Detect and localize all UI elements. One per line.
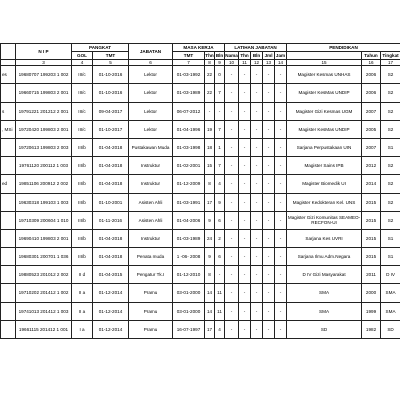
jml-cell: - (263, 320, 275, 338)
lat-bln-cell: - (251, 266, 263, 284)
pendidikan-cell: Sarjana Kes UVRI (287, 229, 362, 247)
tingkat-cell: S1 (381, 138, 400, 156)
gol-cell: III/b (72, 157, 93, 175)
jabatan-header: JABATAN (129, 44, 173, 60)
pendidikan-cell: Magister KesMas UNDIP (287, 120, 362, 138)
nip-header: N I P (16, 44, 72, 60)
tingkat-cell: SD (381, 320, 400, 338)
nama-header: Nama (225, 52, 238, 58)
pendidikan-cell: Sarjana Perpustakaan UIN (287, 138, 362, 156)
table-row (1, 102, 400, 120)
lat-thn-cell: - (239, 66, 251, 84)
nip-cell: 19741013 201412 1 003 (16, 302, 72, 320)
table-row (1, 157, 400, 175)
name-cell (1, 320, 16, 338)
jml-header: Jml (263, 52, 275, 60)
tmt-cell: 01-12-2014 (93, 302, 129, 320)
bln-cell: 7 (215, 84, 225, 102)
name-cell: ed (1, 175, 16, 193)
tmt-cell: 01-12-2014 (93, 320, 129, 338)
jml-cell: - (263, 66, 275, 84)
col-number: 9 (215, 60, 225, 66)
lat-thn-cell: - (239, 120, 251, 138)
tingkat-cell: S2 (381, 102, 400, 120)
jml-cell: - (263, 266, 275, 284)
bln-cell: - (215, 102, 225, 120)
nip-cell: 19630318 199103 1 003 (16, 193, 72, 211)
name-column-header (1, 44, 16, 60)
lat-thn-header: Thn (240, 52, 249, 58)
jabatan-cell: Pramu (129, 302, 173, 320)
tahun-cell: 2015 (362, 248, 381, 266)
table-body (1, 66, 400, 339)
bln-header: Bln (215, 52, 224, 58)
col-number: 14 (275, 60, 287, 66)
jam-cell: - (275, 120, 287, 138)
pendidikan-cell: Magister KesMas UNDIP (287, 84, 362, 102)
thn-header: Thn (205, 52, 214, 58)
mk-tmt-cell: 01-12-2010 (173, 266, 205, 284)
jml-cell: - (263, 120, 275, 138)
tmt-cell: 01-04-2018 (93, 175, 129, 193)
table-row (1, 302, 400, 320)
pendidikan-cell: Magister Kedokteran Kel. UNS (287, 193, 362, 211)
pendidikan-cell: Magister Gizi Kesmas UGM (287, 102, 362, 120)
nip-cell: 19720420 199803 2 001 (16, 120, 72, 138)
name-cell (1, 302, 16, 320)
thn-cell: 14 (205, 284, 215, 302)
lat-thn-cell: - (239, 248, 251, 266)
lat-bln-cell: - (251, 320, 263, 338)
pendidikan-cell: Magister Kesmas UNHAS (287, 66, 362, 84)
nama-cell: - (225, 138, 239, 156)
jam-cell: - (275, 102, 287, 120)
tmt-cell: 01-04-2018 (93, 229, 129, 247)
col-number: 17 (381, 60, 400, 66)
nama-cell: - (225, 84, 239, 102)
lat-bln-cell: - (251, 284, 263, 302)
lat-bln-cell: - (251, 302, 263, 320)
tingkat-cell: S2 (381, 157, 400, 175)
table-row (1, 248, 400, 266)
pendidikan-cell: SMA (287, 302, 362, 320)
table-row (1, 229, 400, 247)
nama-cell: - (225, 229, 239, 247)
tingkat-cell: D IV (381, 266, 400, 284)
lat-bln-cell: - (251, 193, 263, 211)
gol-cell: I a (72, 320, 93, 338)
latihan-jabatan-header: LATIHAN JABATAN (225, 44, 287, 52)
thn-cell: 14 (205, 302, 215, 320)
bln-cell: 9 (215, 193, 225, 211)
jam-cell: - (275, 157, 287, 175)
lat-bln-cell: - (251, 102, 263, 120)
thn-cell: 15 (205, 157, 215, 175)
jam-cell: - (275, 302, 287, 320)
lat-thn-cell: - (239, 175, 251, 193)
tmt-cell: 01-10-2001 (93, 193, 129, 211)
nama-cell: - (225, 266, 239, 284)
jabatan-cell: Pramu (129, 320, 173, 338)
tingkat-cell: S2 (381, 211, 400, 229)
personnel-table (0, 43, 400, 339)
pendidikan-cell: SMA (287, 284, 362, 302)
tahun-cell: 2005 (362, 120, 381, 138)
name-cell (1, 266, 16, 284)
col-number: 3 (16, 60, 72, 66)
lat-bln-cell: - (251, 175, 263, 193)
tingkat-cell: S2 (381, 66, 400, 84)
jml-cell: - (263, 84, 275, 102)
name-cell: es (1, 66, 16, 84)
thn-cell: 24 (205, 229, 215, 247)
gol-cell: III/b (72, 211, 93, 229)
name-cell: s (1, 102, 16, 120)
tahun-cell: 2015 (362, 193, 381, 211)
col-number: 16 (362, 60, 381, 66)
jabatan-cell: Pustakawan Muda (129, 138, 173, 156)
nip-cell: 19791221 201212 2 001 (16, 102, 72, 120)
name-cell (1, 193, 16, 211)
gol-cell: II a (72, 284, 93, 302)
thn-cell: - (205, 102, 215, 120)
mk-tmt-cell: 06-07-2012 (173, 102, 205, 120)
thn-cell: 17 (205, 320, 215, 338)
table-row (1, 266, 400, 284)
name-cell: , MSi (1, 120, 16, 138)
bln-cell: 6 (215, 248, 225, 266)
lat-thn-cell: - (239, 302, 251, 320)
jabatan-cell: Lektor (129, 120, 173, 138)
table-row (1, 66, 400, 84)
table-row (1, 84, 400, 102)
jam-cell: - (275, 284, 287, 302)
lat-thn-cell: - (239, 284, 251, 302)
lat-thn-cell: - (239, 193, 251, 211)
name-cell (1, 138, 16, 156)
gol-header: GOL (72, 52, 93, 60)
jam-header: Jam (275, 52, 286, 58)
col-number: 13 (263, 60, 275, 66)
jam-cell: - (275, 248, 287, 266)
mk-tmt-cell: 01-04-2006 (173, 211, 205, 229)
tingkat-cell: S1 (381, 248, 400, 266)
jml-cell: - (263, 248, 275, 266)
jml-cell: - (263, 211, 275, 229)
thn-cell: 8 (205, 175, 215, 193)
nip-cell: 19851106 200912 2 002 (16, 175, 72, 193)
tahun-cell: 2015 (362, 229, 381, 247)
jabatan-cell: Lektor (129, 66, 173, 84)
bln-cell: 7 (215, 157, 225, 175)
bln-cell: 4 (215, 320, 225, 338)
lat-thn-cell: - (239, 157, 251, 175)
nip-cell: 19680707 199203 1 002 (16, 66, 72, 84)
tahun-cell: 2012 (362, 157, 381, 175)
tmt-cell: 09-04-2017 (93, 102, 129, 120)
lat-bln-cell: - (251, 229, 263, 247)
header-row-1 (1, 44, 400, 52)
name-cell (1, 248, 16, 266)
pendidikan-cell: Sarjana Ilmu Adm.Negara (287, 248, 362, 266)
jabatan-cell: Pengatur Tk.I (129, 266, 173, 284)
mk-tmt-cell: 01-03-1998 (173, 138, 205, 156)
jabatan-cell: Instruktur (129, 175, 173, 193)
jabatan-cell: Asisten Ahli (129, 211, 173, 229)
thn-cell: 9 (205, 211, 215, 229)
jml-cell: - (263, 229, 275, 247)
tingkat-cell: S2 (381, 120, 400, 138)
tingkat-cell: S2 (381, 84, 400, 102)
jabatan-cell: Pramu (129, 284, 173, 302)
gol-cell: III/c (72, 66, 93, 84)
gol-cell: III/c (72, 102, 93, 120)
col-number: 10 (225, 60, 239, 66)
nama-cell: - (225, 175, 239, 193)
lat-bln-cell: - (251, 66, 263, 84)
tmt-cell: 01-12-2014 (93, 284, 129, 302)
nip-cell: 19880523 201012 2 002 (16, 266, 72, 284)
tingkat-header: Tingkat (382, 52, 399, 58)
nip-cell: 19660715 199803 2 001 (16, 84, 72, 102)
pendidikan-cell: Magister Sains IPB (287, 157, 362, 175)
bln-cell: 6 (215, 211, 225, 229)
gol-cell: III/c (72, 84, 93, 102)
jam-cell: - (275, 193, 287, 211)
pendidikan-header: PENDIDIKAN (287, 44, 400, 52)
table-row (1, 138, 400, 156)
nip-cell: 19680301 200701 1 036 (16, 248, 72, 266)
bln-cell: 4 (215, 175, 225, 193)
gol-cell: II d (72, 266, 93, 284)
tahun-cell: 2006 (362, 84, 381, 102)
thn-cell: 8 (205, 266, 215, 284)
thn-cell: 19 (205, 120, 215, 138)
nip-cell: 19710309 200604 1 010 (16, 211, 72, 229)
tmt-cell: 01-10-2017 (93, 120, 129, 138)
tahun-cell: 2007 (362, 138, 381, 156)
name-cell (1, 229, 16, 247)
jml-cell: - (263, 138, 275, 156)
tmt-cell: 01-04-2018 (93, 138, 129, 156)
jam-cell: - (275, 229, 287, 247)
jam-cell: - (275, 66, 287, 84)
tingkat-cell: SMA (381, 284, 400, 302)
gol-cell: III/b (72, 229, 93, 247)
mk-tmt-cell: 03-01-2000 (173, 284, 205, 302)
nama-cell: - (225, 211, 239, 229)
bln-cell: 7 (215, 120, 225, 138)
table-row (1, 320, 400, 338)
bln-cell: 0 (215, 66, 225, 84)
mk-tmt-cell: 16-07-1997 (173, 320, 205, 338)
col-number: 15 (287, 60, 362, 66)
tmt-cell: 01-10-2016 (93, 66, 129, 84)
lat-thn-cell: - (239, 320, 251, 338)
tahun-cell: 2014 (362, 175, 381, 193)
name-cell (1, 284, 16, 302)
lat-bln-cell: - (251, 120, 263, 138)
lat-thn-cell: - (239, 266, 251, 284)
jabatan-cell: Lektor (129, 102, 173, 120)
gol-cell: III/c (72, 120, 93, 138)
lat-bln-cell: - (251, 248, 263, 266)
mk-tmt-cell: 01-03-1989 (173, 84, 205, 102)
nama-cell: - (225, 248, 239, 266)
mk-tmt-cell: 01-03-1991 (173, 193, 205, 211)
nama-cell: - (225, 66, 239, 84)
jam-cell: - (275, 320, 287, 338)
nama-cell: - (225, 284, 239, 302)
nama-cell: - (225, 157, 239, 175)
tmt-cell: 01-04-2018 (93, 248, 129, 266)
bln-cell: 1 (215, 138, 225, 156)
lat-bln-header: Bln (251, 52, 263, 60)
mk-tmt-cell: 01-04-1996 (173, 120, 205, 138)
lat-bln-cell: - (251, 138, 263, 156)
nip-cell: 19761120 200112 1 003 (16, 157, 72, 175)
tahun-cell: 2007 (362, 102, 381, 120)
jabatan-cell: Penata muda (129, 248, 173, 266)
table-row (1, 175, 400, 193)
pendidikan-cell: Magister Gizi Komunitas SEAMEO-RECFON-UI (287, 211, 362, 229)
col-number: 6 (129, 60, 173, 66)
tmt-cell: 01-10-2016 (93, 84, 129, 102)
nama-cell: - (225, 302, 239, 320)
jabatan-cell: Asisten Ahli (129, 193, 173, 211)
lat-thn-cell: - (239, 102, 251, 120)
jam-cell: - (275, 84, 287, 102)
tahun-cell: 2011 (362, 266, 381, 284)
pendidikan-cell: D IV Gizi Masyarakat (287, 266, 362, 284)
gol-cell: III/b (72, 138, 93, 156)
mk-tmt-cell: 01-03-1992 (173, 66, 205, 84)
nip-cell: 19710202 201412 1 002 (16, 284, 72, 302)
masa-kerja-header: MASA KERJA (173, 44, 225, 52)
table-row (1, 193, 400, 211)
tingkat-cell: S2 (381, 193, 400, 211)
jam-cell: - (275, 138, 287, 156)
tingkat-cell: S2 (381, 175, 400, 193)
col-number: 4 (72, 60, 93, 66)
lat-bln-cell: - (251, 84, 263, 102)
jabatan-cell: Lektor (129, 84, 173, 102)
lat-thn-cell: - (239, 229, 251, 247)
gol-cell: II a (72, 302, 93, 320)
pangkat-header: PANGKAT (72, 44, 129, 52)
bln-cell: - (215, 266, 225, 284)
nama-cell: - (225, 193, 239, 211)
mk-tmt-cell: 03-01-2000 (173, 302, 205, 320)
nip-cell: 19720613 199803 2 003 (16, 138, 72, 156)
bln-cell: 2 (215, 229, 225, 247)
pendidikan-cell: Magister Biomedik UI (287, 175, 362, 193)
lat-thn-cell: - (239, 84, 251, 102)
table-row (1, 120, 400, 138)
pendidikan-subheader (287, 52, 362, 60)
lat-bln-cell: - (251, 211, 263, 229)
jml-cell: - (263, 102, 275, 120)
jml-cell: - (263, 193, 275, 211)
mk-tmt-cell: 01-03-1989 (173, 229, 205, 247)
nama-cell: - (225, 102, 239, 120)
col-number: 7 (173, 60, 205, 66)
lat-bln-cell: - (251, 157, 263, 175)
pendidikan-cell: SD (287, 320, 362, 338)
tmt-cell: 01-04-2015 (93, 266, 129, 284)
mk-tmt-cell: 01-12-2009 (173, 175, 205, 193)
mk-tmt-cell: 1 -06- 2008 (173, 248, 205, 266)
jml-cell: - (263, 157, 275, 175)
mk-tmt-header: TMT (173, 52, 205, 60)
tahun-cell: 1982 (362, 320, 381, 338)
mk-tmt-cell: 01-02-2001 (173, 157, 205, 175)
jml-cell: - (263, 302, 275, 320)
gol-cell: III/b (72, 193, 93, 211)
tahun-header: Tahun (362, 52, 381, 60)
gol-cell: III/b (72, 175, 93, 193)
lat-thn-cell: - (239, 211, 251, 229)
name-cell (1, 84, 16, 102)
col-number: 8 (205, 60, 215, 66)
nama-cell: - (225, 120, 239, 138)
jam-cell: - (275, 175, 287, 193)
jml-cell: - (263, 284, 275, 302)
personnel-table-sheet (0, 43, 400, 339)
gol-cell: III/b (72, 248, 93, 266)
nip-cell: 19690410 199803 2 001 (16, 229, 72, 247)
thn-cell: 9 (205, 248, 215, 266)
tmt-header: TMT (93, 52, 129, 60)
name-cell (1, 211, 16, 229)
thn-cell: 22 (205, 66, 215, 84)
table-row (1, 211, 400, 229)
thn-cell: 18 (205, 138, 215, 156)
thn-cell: 17 (205, 193, 215, 211)
jml-cell: - (263, 175, 275, 193)
col-number: 5 (93, 60, 129, 66)
table-row (1, 284, 400, 302)
jabatan-cell: Instruktur (129, 157, 173, 175)
lat-thn-cell: - (239, 138, 251, 156)
jam-cell: - (275, 211, 287, 229)
tahun-cell: 1999 (362, 302, 381, 320)
col-number: 12 (251, 60, 263, 66)
col-number: 11 (239, 60, 251, 66)
bln-cell: 11 (215, 284, 225, 302)
tmt-cell: 01-04-2018 (93, 157, 129, 175)
tmt-cell: 01-11-2016 (93, 211, 129, 229)
tingkat-cell: S1 (381, 229, 400, 247)
jam-cell: - (275, 266, 287, 284)
nip-cell: 19661115 201412 1 001 (16, 320, 72, 338)
tahun-cell: 2006 (362, 66, 381, 84)
tahun-cell: 2000 (362, 284, 381, 302)
thn-cell: 22 (205, 84, 215, 102)
tingkat-cell: SMA (381, 302, 400, 320)
jabatan-cell: Instruktur (129, 229, 173, 247)
name-cell (1, 157, 16, 175)
bln-cell: 11 (215, 302, 225, 320)
nama-cell: - (225, 320, 239, 338)
tahun-cell: 2015 (362, 211, 381, 229)
